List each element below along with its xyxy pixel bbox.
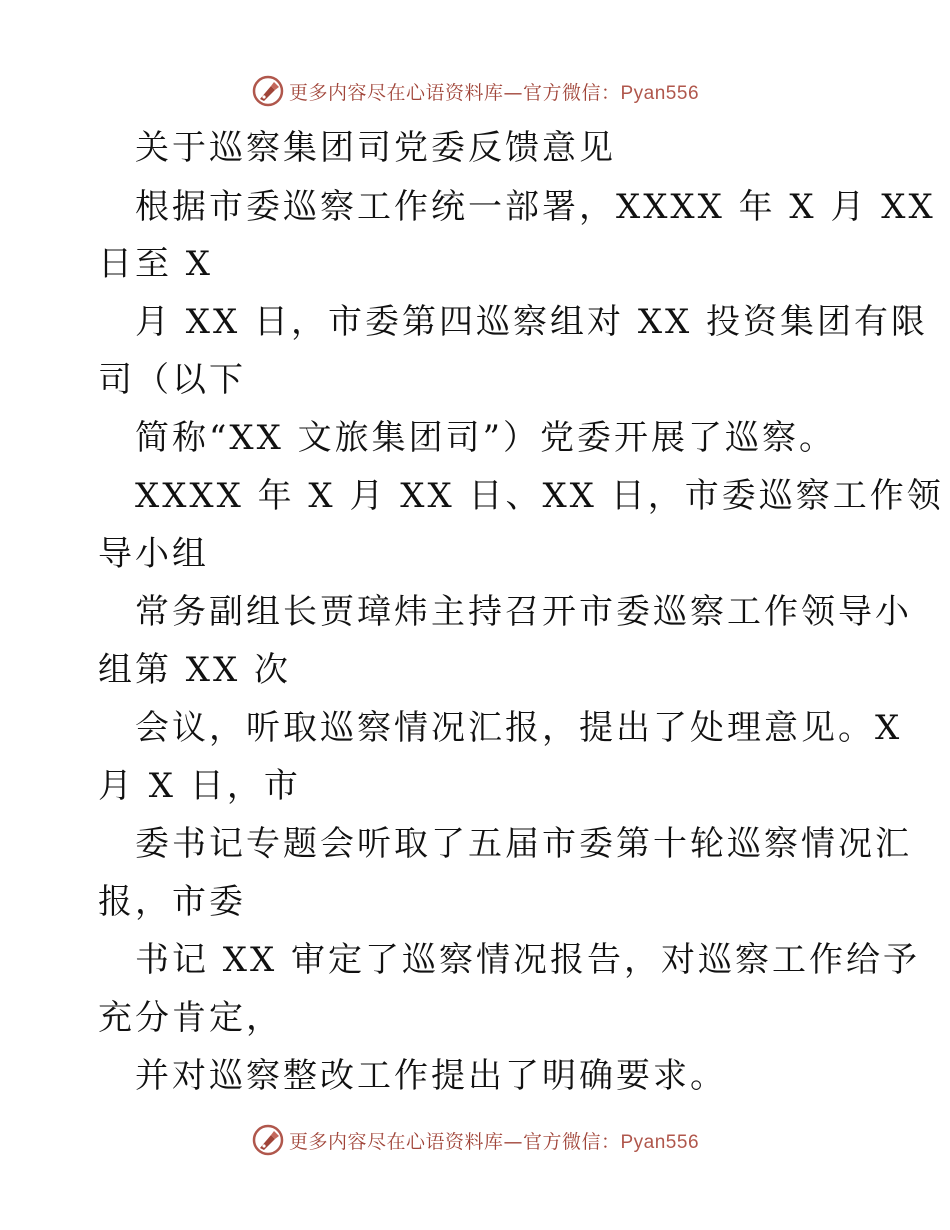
paragraph-line: 月 X 日，市 [98, 766, 301, 806]
paragraph-line: 导小组 [98, 534, 209, 574]
footer-watermark [0, 1120, 950, 1160]
paragraph-line: 根据市委巡察工作统一部署，XXXX 年 X 月 XX [135, 187, 936, 227]
pen-nib-circle-icon [251, 1123, 285, 1157]
paragraph-line: 日至 X [98, 244, 214, 284]
paragraph-line: 简称“XX 文旅集团司”）党委开展了巡察。 [135, 418, 836, 458]
watermark-text: 更多内容尽在心语资料库—官方微信： [288, 81, 621, 104]
paragraph-line: 月 XX 日，市委第四巡察组对 XX 投资集团有限 [135, 302, 929, 342]
watermark-text: 更多内容尽在心语资料库—官方微信： [288, 1130, 621, 1153]
paragraph-line: 报，市委 [98, 882, 246, 922]
paragraph-line: 委书记专题会听取了五届市委第十轮巡察情况汇 [135, 824, 912, 864]
watermark-account: Pyan556 [620, 82, 700, 104]
pen-nib-circle-icon [251, 74, 285, 108]
watermark-account: Pyan556 [620, 1131, 700, 1153]
paragraph-line: 书记 XX 审定了巡察情况报告，对巡察工作给予 [135, 940, 921, 980]
paragraph-line: 组第 XX 次 [98, 650, 292, 690]
paragraph-line: XXXX 年 X 月 XX 日、XX 日，市委巡察工作领 [135, 476, 944, 516]
paragraph-line: 会议，听取巡察情况汇报，提出了处理意见。X [135, 708, 903, 748]
document-title: 关于巡察集团司党委反馈意见 [135, 128, 616, 168]
paragraph-line: 充分肯定， [98, 998, 283, 1038]
paragraph-line: 并对巡察整改工作提出了明确要求。 [135, 1056, 727, 1096]
paragraph-line: 司（以下 [98, 360, 246, 400]
header-watermark [0, 71, 950, 111]
paragraph-line: 常务副组长贾璋炜主持召开市委巡察工作领导小 [135, 592, 912, 632]
